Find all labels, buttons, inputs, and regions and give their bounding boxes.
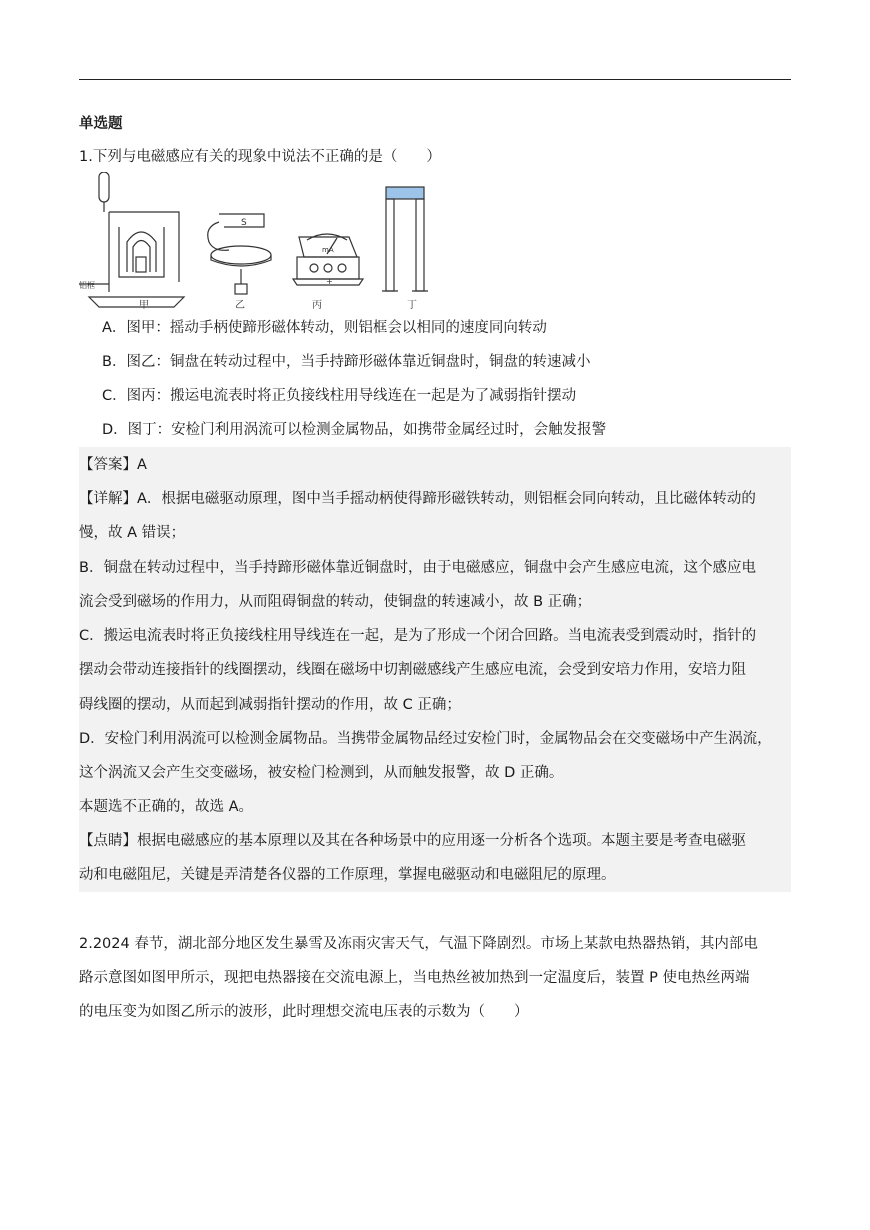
explain-line-10: 本题选不正确的，故选 A。 xyxy=(79,799,254,815)
label-yi: 乙 xyxy=(235,300,245,311)
explain-line-3: B．铜盘在转动过程中，当手持蹄形磁体靠近铜盘时，由于电磁感应，铜盘中会产生感应电流，这个感应电 xyxy=(79,560,756,576)
label-bing: 丙 xyxy=(312,300,322,311)
question-2-line-3: 的电压变为如图乙所示的波形，此时理想交流电压表的示数为（ ） xyxy=(79,1004,529,1020)
question-1-stem: 1.下列与电磁感应有关的现象中说法不正确的是（ ） xyxy=(79,149,441,165)
option-b: B．图乙：铜盘在转动过程中，当手持蹄形磁体靠近铜盘时，铜盘的转速减小 xyxy=(102,354,591,370)
explain-line-11: 【点睛】根据电磁感应的基本原理以及其在各种场景中的应用逐一分析各个选项。本题主要是考查电磁驱 xyxy=(79,833,746,849)
label-jia: 甲 xyxy=(139,300,149,311)
explain-line-1: 【详解】A．根据电磁驱动原理，图中当手摇动柄使得蹄形磁铁转动，则铝框会同向转动，且比磁体转动的 xyxy=(79,491,756,507)
explain-line-7: 碍线圈的摆动，从而起到减弱指针摆动的作用，故 C 正确； xyxy=(79,697,461,713)
explain-line-2: 慢，故 A 错误； xyxy=(79,525,186,541)
label-S: S xyxy=(241,218,247,228)
explain-line-8: D．安检门利用涡流可以检测金属物品。当携带金属物品经过安检门时，金属物品会在交变磁场中产生涡流， xyxy=(79,731,772,747)
explain-line-9: 这个涡流又会产生交变磁场，被安检门检测到，从而触发报警，故 D 正确。 xyxy=(79,765,564,781)
question-1-figure xyxy=(79,172,439,310)
option-c: C．图丙：搬运电流表时将正负接线柱用导线连在一起是为了减弱指针摆动 xyxy=(102,388,577,404)
question-2-line-2: 路示意图如图甲所示，现把电热器接在交流电源上，当电热丝被加热到一定温度后，装置 P 使电热丝两端 xyxy=(79,970,750,986)
figure-yi-apparatus xyxy=(208,214,271,294)
explain-line-6: 摆动会带动连接指针的线圈摆动，线圈在磁场中切割磁感线产生感应电流，会受到安培力作用，安培力阻 xyxy=(79,662,746,678)
explain-line-4: 流会受到磁场的作用力，从而阻碍铜盘的转动，使铜盘的转速减小，故 B 正确； xyxy=(79,594,592,610)
header-rule xyxy=(79,79,791,80)
label-ding: 丁 xyxy=(407,300,417,311)
label-plus: + xyxy=(326,277,333,286)
answer-line: 【答案】A xyxy=(79,457,147,473)
figure-ding-apparatus xyxy=(382,187,428,291)
label-mA: mA xyxy=(322,246,334,254)
question-2-line-1: 2.2024 春节，湖北部分地区发生暴雪及冻雨灾害天气，气温下降剧烈。市场上某款电热器热销，其内部电 xyxy=(79,936,758,952)
label-lvkuang: 铝框 xyxy=(79,281,95,290)
explain-line-12: 动和电磁阻尼，关键是弄清楚各仪器的工作原理，掌握电磁驱动和电磁阻尼的原理。 xyxy=(79,867,616,883)
section-title: 单选题 xyxy=(79,116,123,132)
option-d: D．图丁：安检门利用涡流可以检测金属物品，如携带金属经过时，会触发报警 xyxy=(102,422,607,438)
explain-line-5: C．搬运电流表时将正负接线柱用导线连在一起，是为了形成一个闭合回路。当电流表受到震动时，指针的 xyxy=(79,628,757,644)
option-a: A．图甲：摇动手柄使蹄形磁体转动，则铝框会以相同的速度同向转动 xyxy=(102,320,547,336)
